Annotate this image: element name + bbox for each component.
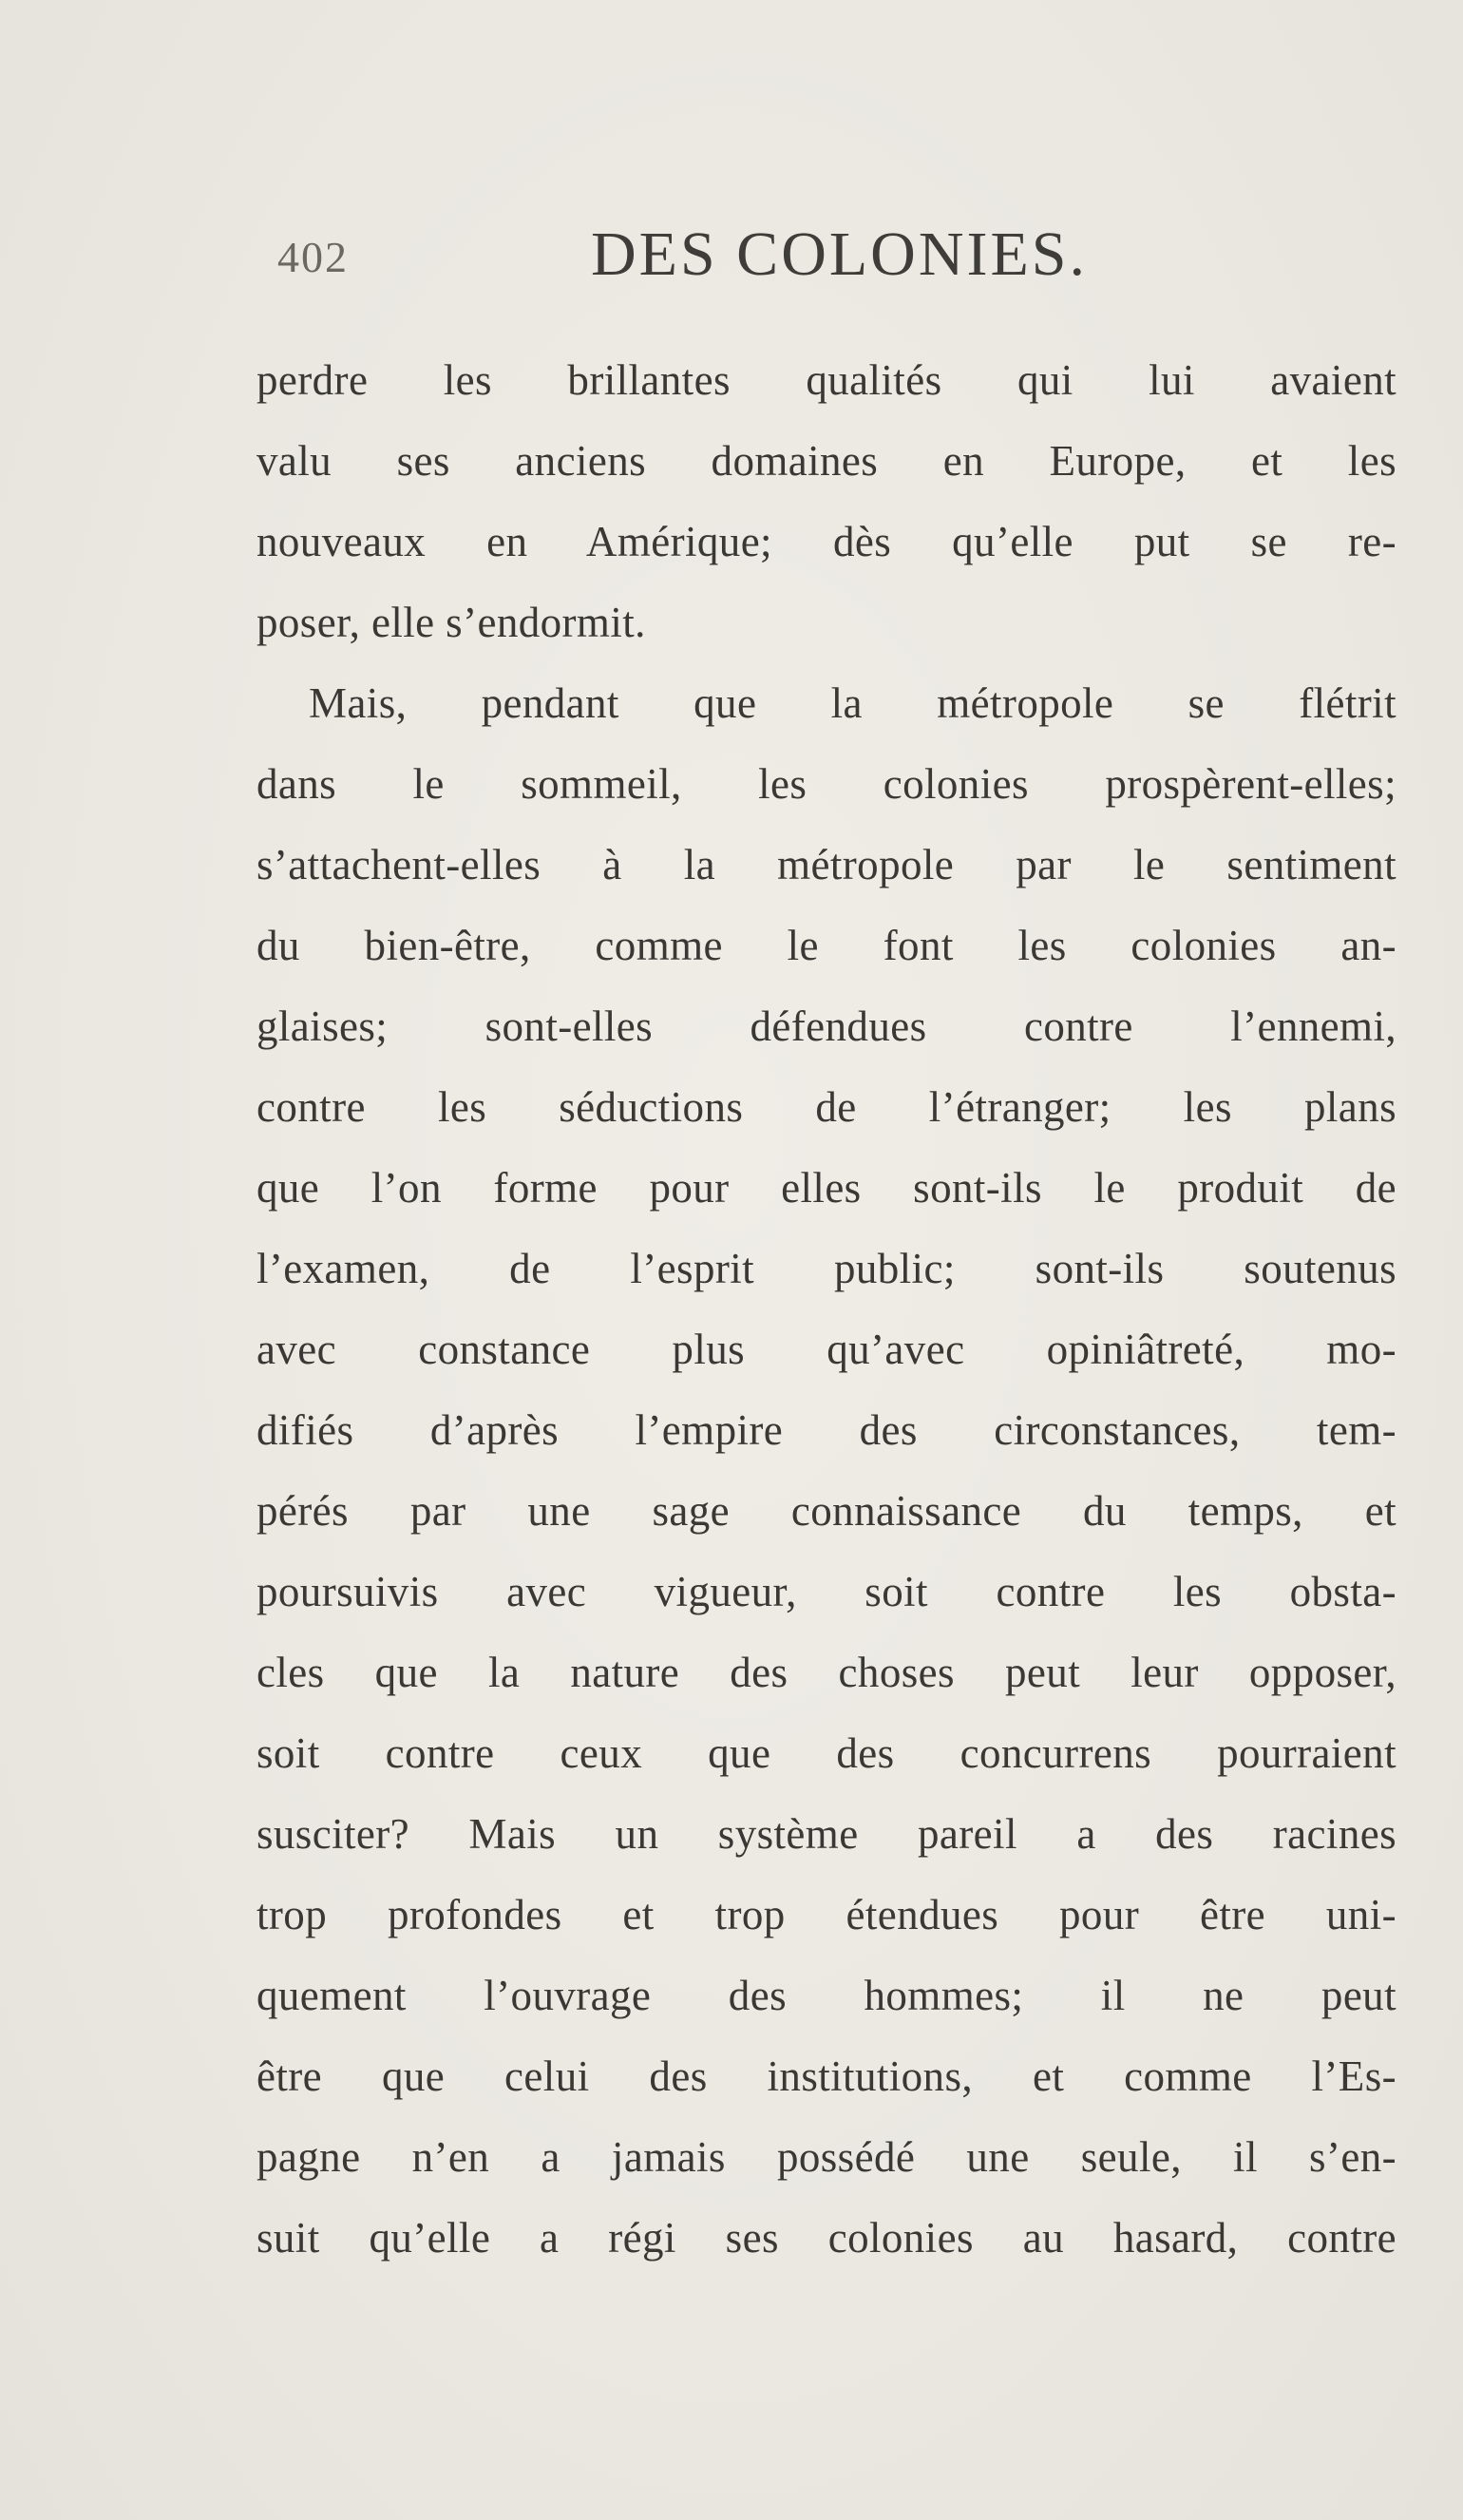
text-line: s’attachent-elles à la métropole par le sentiment — [256, 841, 1396, 888]
text-line: dans le sommeil, les colonies prospèrent-elles; — [256, 760, 1396, 808]
text-line: suit qu’elle a régi ses colonies au hasard, contre — [256, 2214, 1396, 2262]
text-line: cles que la nature des choses peut leur opposer, — [256, 1649, 1396, 1696]
text-line: susciter? Mais un système pareil a des racines — [256, 1810, 1396, 1858]
text-line: pagne n’en a jamais possédé une seule, il s’en- — [256, 2133, 1396, 2181]
text-line: poser, elle s’endormit. — [256, 599, 646, 646]
text-line: avec constance plus qu’avec opiniâtreté, mo- — [256, 1326, 1396, 1373]
page-header — [277, 219, 1398, 295]
body-text — [256, 340, 1396, 2279]
text-line: valu ses anciens domaines en Europe, et les — [256, 437, 1396, 485]
text-line: poursuivis avec vigueur, soit contre les obsta- — [256, 1568, 1396, 1615]
text-line: Mais, pendant que la métropole se flétrit — [309, 679, 1396, 727]
text-line: difiés d’après l’empire des circonstances, tem- — [256, 1406, 1396, 1454]
text-line: trop profondes et trop étendues pour être uni- — [256, 1891, 1396, 1938]
text-line: être que celui des institutions, et comme l’Es- — [256, 2052, 1396, 2100]
text-line: perdre les brillantes qualités qui lui avaient — [256, 356, 1396, 404]
text-line: l’examen, de l’esprit public; sont-ils soutenus — [256, 1245, 1396, 1292]
text-line: que l’on forme pour elles sont-ils le produit de — [256, 1164, 1396, 1212]
text-line: glaises; sont-elles défendues contre l’ennemi, — [256, 1002, 1396, 1050]
text-line: soit contre ceux que des concurrens pourraient — [256, 1729, 1396, 1777]
text-line: quement l’ouvrage des hommes; il ne peut — [256, 1972, 1396, 2019]
text-line: contre les séductions de l’étranger; les plans — [256, 1083, 1396, 1131]
text-line: pérés par une sage connaissance du temps, et — [256, 1487, 1396, 1535]
page-number: 402 — [277, 233, 349, 281]
running-title: DES COLONIES. — [591, 220, 1089, 289]
text-line: du bien-être, comme le font les colonies an- — [256, 922, 1396, 969]
text-line: nouveaux en Amérique; dès qu’elle put se re- — [256, 518, 1396, 565]
